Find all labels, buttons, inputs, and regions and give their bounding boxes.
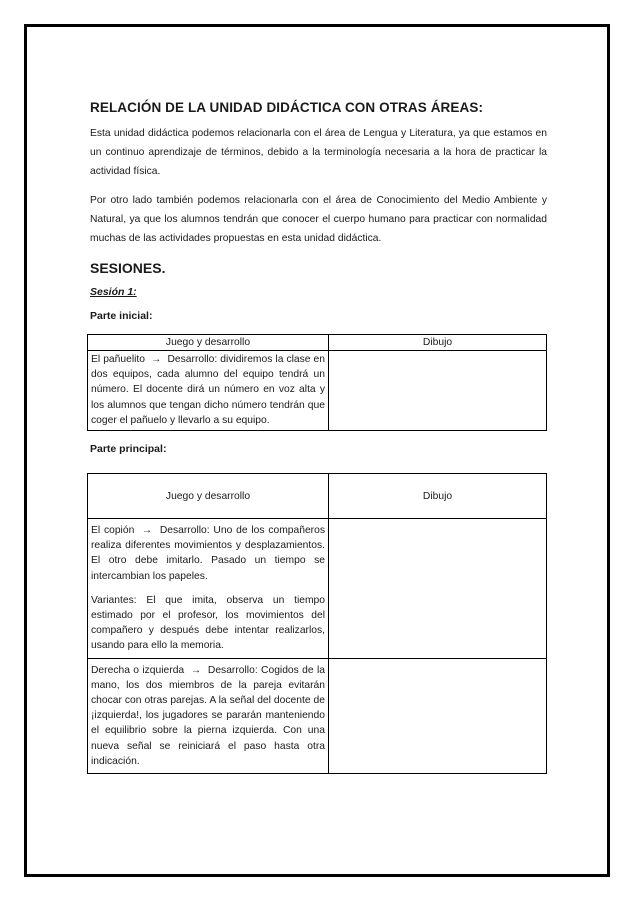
game-name: Derecha o izquierda [91, 664, 185, 676]
drawing-cell [329, 519, 547, 659]
game-description: Desarrollo: Uno de los compañeros realiza diferentes movimientos y desplazamientos. El otro debe imitarlo. Pasado un tiempo se intercambian los papeles. [91, 525, 325, 582]
section-title: RELACIÓN DE LA UNIDAD DIDÁCTICA CON OTRAS ÁREAS: [90, 100, 484, 115]
game-description: Desarrollo: Cogidos de la mano, los dos miembros de la pareja evitarán chocar con otras parejas. A la señal del docente de ¡izquierda!, los jugadores se pararán manteniendo el equilibrio sobre la pierna izquierda. Con una nueva señal se reiniciará el paso hasta otra indicación. [91, 664, 325, 767]
arrow-right-icon: → [151, 354, 162, 365]
paragraph-lengua: Esta unidad didáctica podemos relacionarla con el área de Lengua y Literatura, ya que estamos en un continuo aprendizaje de términos, debido a la terminología necesaria a la hora de practicar la actividad física. [90, 128, 547, 177]
table-row [88, 351, 547, 431]
initial-part-table [87, 334, 547, 431]
game-cell [88, 658, 329, 773]
header-dibujo: Dibujo [329, 335, 547, 351]
header-dibujo: Dibujo [329, 474, 547, 519]
game-cell [88, 351, 329, 431]
main-part-label: Parte principal: [90, 443, 167, 456]
document-content [90, 100, 547, 786]
header-juego: Juego y desarrollo [88, 474, 329, 519]
table-header-row [88, 474, 547, 519]
drawing-cell [329, 658, 547, 773]
game-name: El pañuelito [91, 354, 145, 365]
paragraph-conocimiento: Por otro lado también podemos relacionarla con el área de Conocimiento del Medio Ambiente y Natural, ya que los alumnos tendrán que conocer el cuerpo humano para practicar con normalidad muchas de las actividades propuestas en esta unidad didáctica. [90, 195, 547, 244]
table-header-row [88, 335, 547, 351]
initial-part-label: Parte inicial: [90, 310, 153, 322]
game-description: Desarrollo: dividiremos la clase en dos equipos, cada alumno del equipo tendrá un número. El docente dirá un número en voz alta y los alumnos que tengan dicho número tendrán que coger el pañuelo y llevarlo a su equipo. [91, 354, 326, 426]
header-juego: Juego y desarrollo [88, 335, 329, 351]
arrow-right-icon: → [141, 525, 153, 537]
sessions-heading: SESIONES. [90, 260, 166, 276]
session-1-label: Sesión 1: [90, 286, 137, 298]
table-row [88, 658, 547, 773]
game-cell [88, 519, 329, 659]
table-row [88, 519, 547, 659]
game-variant: Variantes: El que imita, observa un tiempo estimado por el profesor, los movimientos del compañero y después debe intentar realizarlos, usando para ello la memoria. [91, 594, 325, 652]
game-name: El copión [91, 525, 135, 537]
drawing-cell [329, 351, 547, 431]
arrow-right-icon: → [190, 664, 202, 676]
main-part-table [87, 473, 547, 774]
